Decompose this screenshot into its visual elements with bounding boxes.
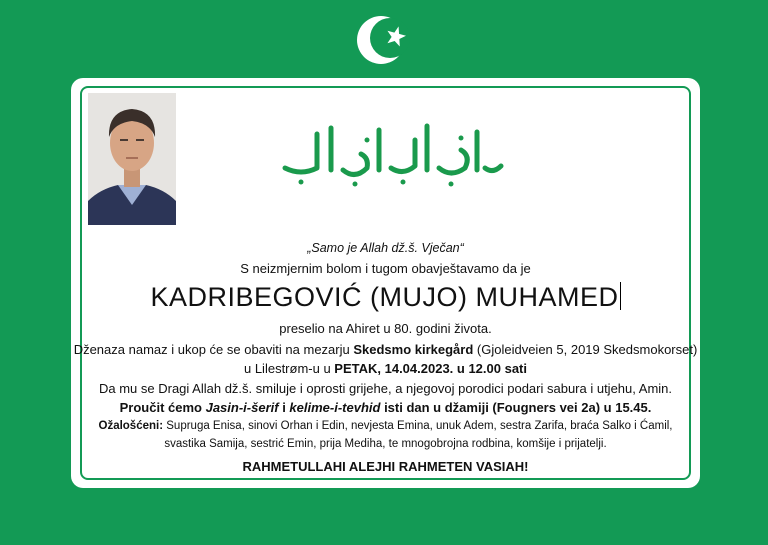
mourners-label: Ožalošćeni: xyxy=(98,420,164,432)
funeral-date-line xyxy=(71,361,700,376)
recitation-line xyxy=(71,400,700,415)
arabic-calligraphy xyxy=(271,110,511,190)
deceased-name xyxy=(71,282,700,313)
recitation-e: isti dan u džamiji (Fougners vei 2a) u 15.45. xyxy=(380,400,652,415)
recitation-jasin: Jasin-i-šerif xyxy=(205,400,279,415)
recitation-a: Proučit ćemo xyxy=(119,400,206,415)
prayer-line: Da mu se Dragi Allah dž.š. smiluje i oprosti grijehe, a njegovoj porodici podari sabura i utjehu, Amin. xyxy=(98,381,672,396)
intro-line: S neizmjernim bolom i tugom obavještavamo da je xyxy=(240,261,531,276)
obituary-card xyxy=(71,78,700,488)
portrait-photo xyxy=(88,93,176,225)
deceased-name-text: KADRIBEGOVIĆ (MUJO) MUHAMED xyxy=(150,282,619,312)
closing-line: RAHMETULLAHI ALEJHI RAHMETEN VASIAH! xyxy=(242,459,529,474)
passing-line: preselio na Ahiret u 80. godini života. xyxy=(279,321,492,336)
recitation-c: i xyxy=(278,400,290,415)
mourners-line-2: svastika Samija, sestrić Emin, prija Mediha, te mnogobrojna rodbina, komšije i prijatelji. xyxy=(164,438,607,450)
mourners-list-1: Supruga Enisa, sinovi Orhan i Edin, nevjesta Emina, unuk Adem, sestra Zarifa, braća Salko i Ćamil, xyxy=(163,420,673,432)
funeral-date: PETAK, 14.04.2023. u 12.00 sati xyxy=(334,361,527,376)
crescent-star-icon xyxy=(352,10,418,68)
quote-line: „Samo je Allah dž.š. Vječan“ xyxy=(307,241,464,255)
cemetery-address: (Gjoleidveien 5, 2019 Skedsmokorset) xyxy=(473,342,698,357)
text-cursor xyxy=(620,282,621,310)
mourners-line xyxy=(71,420,700,432)
funeral-date-pre: u Lilestrøm-u u xyxy=(243,361,335,376)
recitation-kelime: kelime-i-tevhid xyxy=(289,400,381,415)
funeral-location-line xyxy=(71,342,700,357)
cemetery-name: Skedsmo kirkegård xyxy=(353,342,474,357)
funeral-location-pre: Dženaza namaz i ukop će se obaviti na mezarju xyxy=(73,342,354,357)
